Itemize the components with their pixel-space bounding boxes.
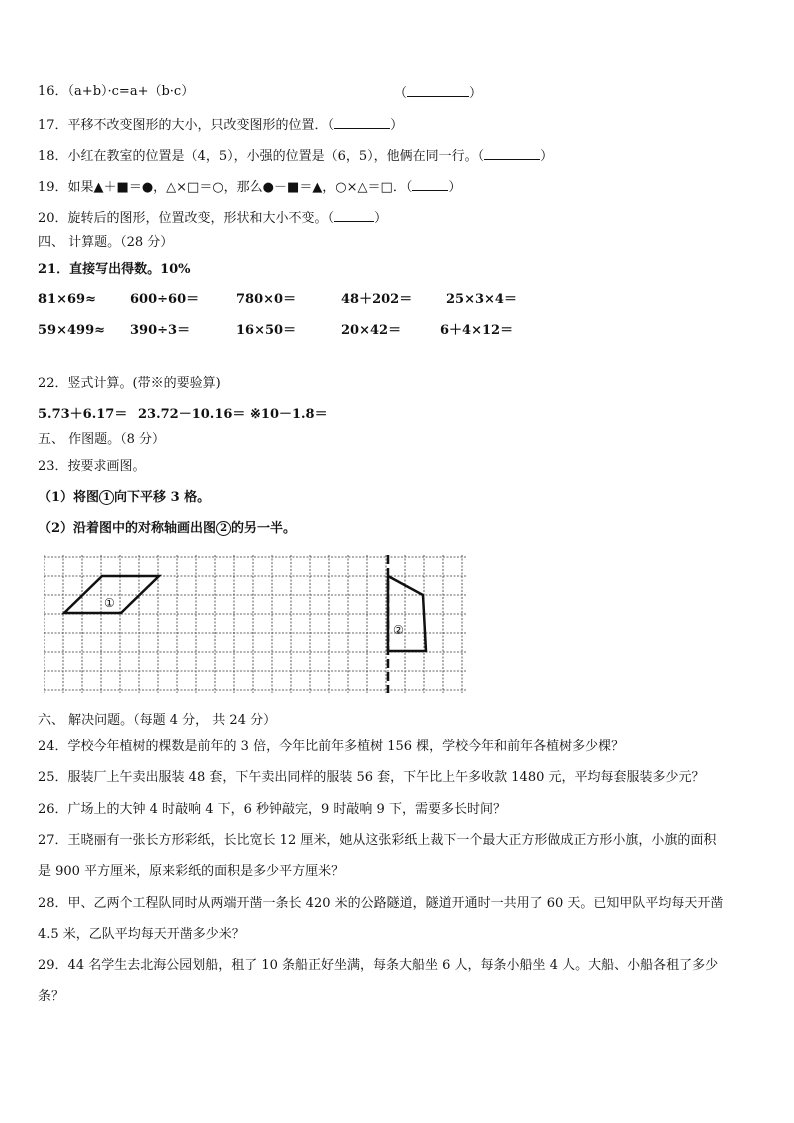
figure-2-marker: 2 (216, 521, 231, 536)
question-number: 16． (38, 84, 68, 99)
calc-item: 59×499≈ (38, 323, 106, 338)
question-21-title: 21．直接写出得数。10% (38, 262, 191, 277)
calc-item: 81×69≈ (38, 292, 96, 307)
answer-blank[interactable] (334, 116, 390, 129)
question-27-line-1: 27．王晓丽有一张长方形彩纸，长比宽长 12 厘米，她从这张彩纸上裁下一个最大正方形做成正方形小旗，小旗的面积 (38, 833, 717, 848)
answer-blank[interactable] (407, 84, 469, 97)
question-23-sub1: （1）将图 1 向下平移 3 格。 (38, 490, 211, 505)
section-5-title: 五、 作图题。（8 分） (38, 432, 166, 447)
figure-1-label: ① (104, 596, 115, 610)
calc-item: 25×3×4＝ (446, 292, 517, 307)
question-number: 19． (38, 180, 68, 195)
figure-1-marker: 1 (99, 490, 114, 505)
calc-item: 16×50＝ (236, 323, 297, 338)
calc-item: 6＋4×12＝ (440, 323, 514, 338)
question-22-title: 22．竖式计算。(带※的要验算) (38, 376, 221, 391)
question-19: 19．如果▲＋■＝●，△×□＝○，那么●－■＝▲，○×△＝□．（ ） (38, 180, 462, 195)
calc-item: 5.73＋6.17＝ (38, 407, 128, 422)
calc-item: 48＋202＝ (341, 292, 413, 307)
answer-blank[interactable] (412, 178, 448, 191)
question-text: 平移不改变图形的大小，只改变图形的位置． (67, 118, 328, 133)
question-23-title: 23．按要求画图。 (38, 459, 146, 474)
calc-item: 390÷3＝ (130, 323, 191, 338)
question-23-sub2: （2）沿着图中的对称轴画出图 2 的另一半。 (38, 521, 297, 536)
calc-item: 780×0＝ (236, 292, 297, 307)
question-17: 17．平移不改变图形的大小，只改变图形的位置．（ ） (38, 118, 404, 133)
question-28-line-2: 4.5 米，乙队平均每天开凿多少米？ (38, 927, 245, 942)
question-18: 18．小红在教室的位置是（4，5），小强的位置是（6，5），他俩在同一行。（ ） (38, 149, 554, 164)
figure-2-label: ② (393, 623, 404, 637)
calc-item: ※10－1.8＝ (250, 407, 328, 422)
question-24: 24．学校今年植树的棵数是前年的 3 倍，今年比前年多植树 156 棵，学校今年和前年各植树多少棵？ (38, 739, 625, 754)
question-25: 25．服装厂上午卖出服装 48 套，下午卖出同样的服装 56 套，下午比上午多收款 1480 元，平均每套服装多少元？ (38, 770, 705, 785)
question-text: （a+b）·c=a+（b·c） (67, 84, 195, 99)
question-29-line-2: 条？ (38, 989, 65, 1004)
calc-item: 600÷60＝ (130, 292, 200, 307)
question-number: 18． (38, 149, 68, 164)
question-number: 20． (38, 211, 68, 226)
answer-paren-16: （ ） (394, 86, 483, 101)
section-6-title: 六、 解决问题。（每题 4 分， 共 24 分） (38, 713, 277, 728)
calc-item: 20×42＝ (341, 323, 402, 338)
question-text: 如果▲＋■＝●，△×□＝○，那么●－■＝▲，○×△＝□． (67, 180, 406, 195)
question-16 (38, 84, 194, 100)
figure-2-half (388, 576, 426, 651)
question-text: 小红在教室的位置是（4，5），小强的位置是（6，5），他俩在同一行。 (67, 149, 478, 164)
question-27-line-2: 是 900 平方厘米，原来彩纸的面积是多少平方厘米？ (38, 864, 345, 879)
question-number: 17． (38, 118, 68, 133)
answer-blank[interactable] (484, 147, 540, 160)
drawing-grid[interactable] (44, 555, 466, 693)
question-20: 20．旋转后的图形，位置改变，形状和大小不变。（ ） (38, 211, 388, 226)
question-28-line-1: 28．甲、乙两个工程队同时从两端开凿一条长 420 米的公路隧道，隧道开通时一共用了 60 天。已知甲队平均每天开凿 (38, 896, 724, 911)
answer-blank[interactable] (334, 209, 374, 222)
question-26: 26．广场上的大钟 4 时敲响 4 下，6 秒钟敲完，9 时敲响 9 下，需要多长时间？ (38, 802, 506, 817)
calc-item: 23.72－10.16＝ (138, 407, 246, 422)
question-text: 旋转后的图形，位置改变，形状和大小不变。 (67, 211, 328, 226)
section-4-title: 四、 计算题。（28 分） (38, 235, 174, 250)
question-29-line-1: 29．44 名学生去北海公园划船，租了 10 条船正好坐满，每条大船坐 6 人，每条小船坐 4 人。大船、小船各租了多少 (38, 958, 719, 973)
